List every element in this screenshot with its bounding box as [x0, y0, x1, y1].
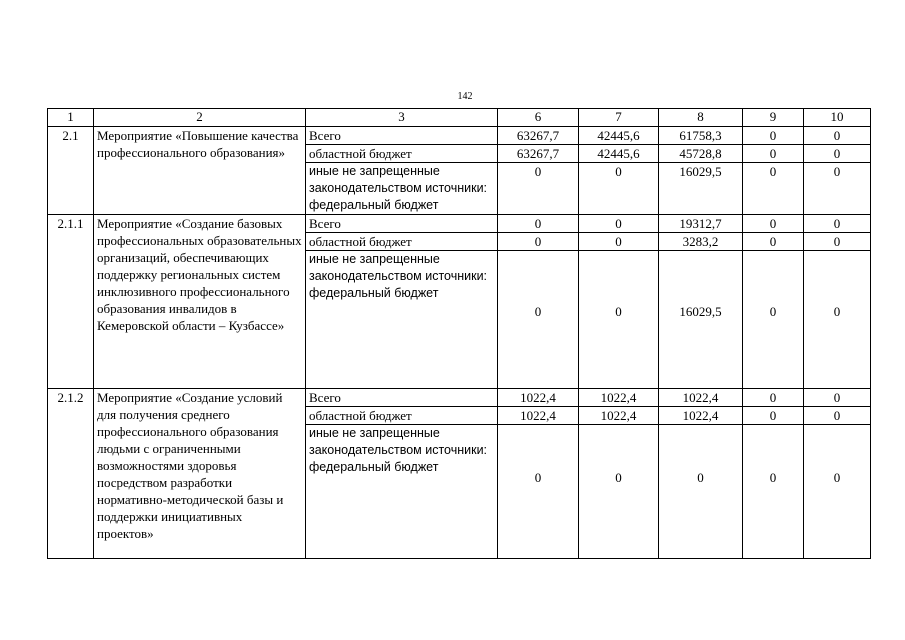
- value-cell: 0: [743, 215, 804, 233]
- value-cell: 0: [579, 163, 659, 215]
- value-cell: 45728,8: [659, 145, 743, 163]
- source-regional-label: областной бюджет: [306, 407, 498, 425]
- budget-table: [47, 108, 871, 559]
- table-row: [48, 389, 871, 407]
- value-cell: 0: [743, 145, 804, 163]
- source-other-cell: [306, 251, 498, 389]
- value-cell: 1022,4: [659, 407, 743, 425]
- value-cell: 0: [743, 407, 804, 425]
- value-cell: 42445,6: [579, 127, 659, 145]
- value-cell: 63267,7: [498, 145, 579, 163]
- value-cell: 0: [579, 215, 659, 233]
- value-cell: 1022,4: [579, 407, 659, 425]
- value-cell: 3283,2: [659, 233, 743, 251]
- value-cell: 0: [804, 425, 871, 559]
- value-cell: 0: [804, 127, 871, 145]
- source-total-label: Всего: [306, 215, 498, 233]
- value-cell: 19312,7: [659, 215, 743, 233]
- value-cell: 0: [743, 233, 804, 251]
- header-cell: 1: [48, 109, 94, 127]
- source-regional-label: областной бюджет: [306, 145, 498, 163]
- value-cell: 0: [498, 163, 579, 215]
- header-cell: 10: [804, 109, 871, 127]
- value-cell: 1022,4: [579, 389, 659, 407]
- table-row: [48, 215, 871, 233]
- event-code: 2.1.2: [48, 389, 94, 559]
- source-other-label: иные не запрещенные законодательством источники:: [309, 164, 488, 195]
- value-cell: 0: [804, 163, 871, 215]
- value-cell: 0: [498, 215, 579, 233]
- value-cell: 0: [659, 425, 743, 559]
- source-other-label: иные не запрещенные законодательством источники:: [309, 426, 488, 457]
- value-cell: 0: [579, 425, 659, 559]
- source-federal-label: федеральный бюджет: [309, 198, 439, 212]
- value-cell: 42445,6: [579, 145, 659, 163]
- value-cell: 1022,4: [498, 407, 579, 425]
- event-name: Мероприятие «Создание условий для получения среднего профессионального образования людьми с ограниченными возможностями здоровья посредством разработки нормативно-методической базы и поддержки инициативных проектов»: [94, 389, 306, 559]
- event-code: 2.1: [48, 127, 94, 215]
- header-cell: 6: [498, 109, 579, 127]
- value-cell: 0: [804, 215, 871, 233]
- value-cell: 0: [743, 389, 804, 407]
- header-cell: 8: [659, 109, 743, 127]
- source-other-cell: [306, 425, 498, 559]
- value-cell: 0: [743, 251, 804, 389]
- value-cell: 0: [804, 145, 871, 163]
- source-regional-label: областной бюджет: [306, 233, 498, 251]
- value-cell: 0: [804, 233, 871, 251]
- event-code: 2.1.1: [48, 215, 94, 389]
- value-cell: 0: [498, 233, 579, 251]
- value-cell: 0: [743, 127, 804, 145]
- source-total-label: Всего: [306, 127, 498, 145]
- value-cell: 16029,5: [659, 251, 743, 389]
- header-cell: 3: [306, 109, 498, 127]
- value-cell: 0: [804, 251, 871, 389]
- value-cell: 0: [743, 425, 804, 559]
- value-cell: 16029,5: [659, 163, 743, 215]
- value-cell: 0: [804, 407, 871, 425]
- source-federal-label: федеральный бюджет: [309, 286, 439, 300]
- value-cell: 63267,7: [498, 127, 579, 145]
- source-total-label: Всего: [306, 389, 498, 407]
- value-cell: 0: [743, 163, 804, 215]
- event-name: Мероприятие «Создание базовых профессиональных образовательных организаций, обеспечивающих поддержку региональных систем инклюзивного профессионального образования инвалидов в Кемеровской области – Кузбассе»: [94, 215, 306, 389]
- source-other-label: иные не запрещенные законодательством источники:: [309, 252, 488, 283]
- page-number: 142: [457, 91, 473, 102]
- value-cell: 1022,4: [659, 389, 743, 407]
- table-row: [48, 127, 871, 145]
- value-cell: 0: [498, 251, 579, 389]
- header-cell: 7: [579, 109, 659, 127]
- value-cell: 0: [804, 389, 871, 407]
- value-cell: 0: [579, 233, 659, 251]
- value-cell: 61758,3: [659, 127, 743, 145]
- header-row: [48, 109, 871, 127]
- value-cell: 1022,4: [498, 389, 579, 407]
- source-other-cell: [306, 163, 498, 215]
- header-cell: 2: [94, 109, 306, 127]
- event-name: Мероприятие «Повышение качества профессионального образования»: [94, 127, 306, 215]
- header-cell: 9: [743, 109, 804, 127]
- value-cell: 0: [579, 251, 659, 389]
- value-cell: 0: [498, 425, 579, 559]
- source-federal-label: федеральный бюджет: [309, 460, 439, 474]
